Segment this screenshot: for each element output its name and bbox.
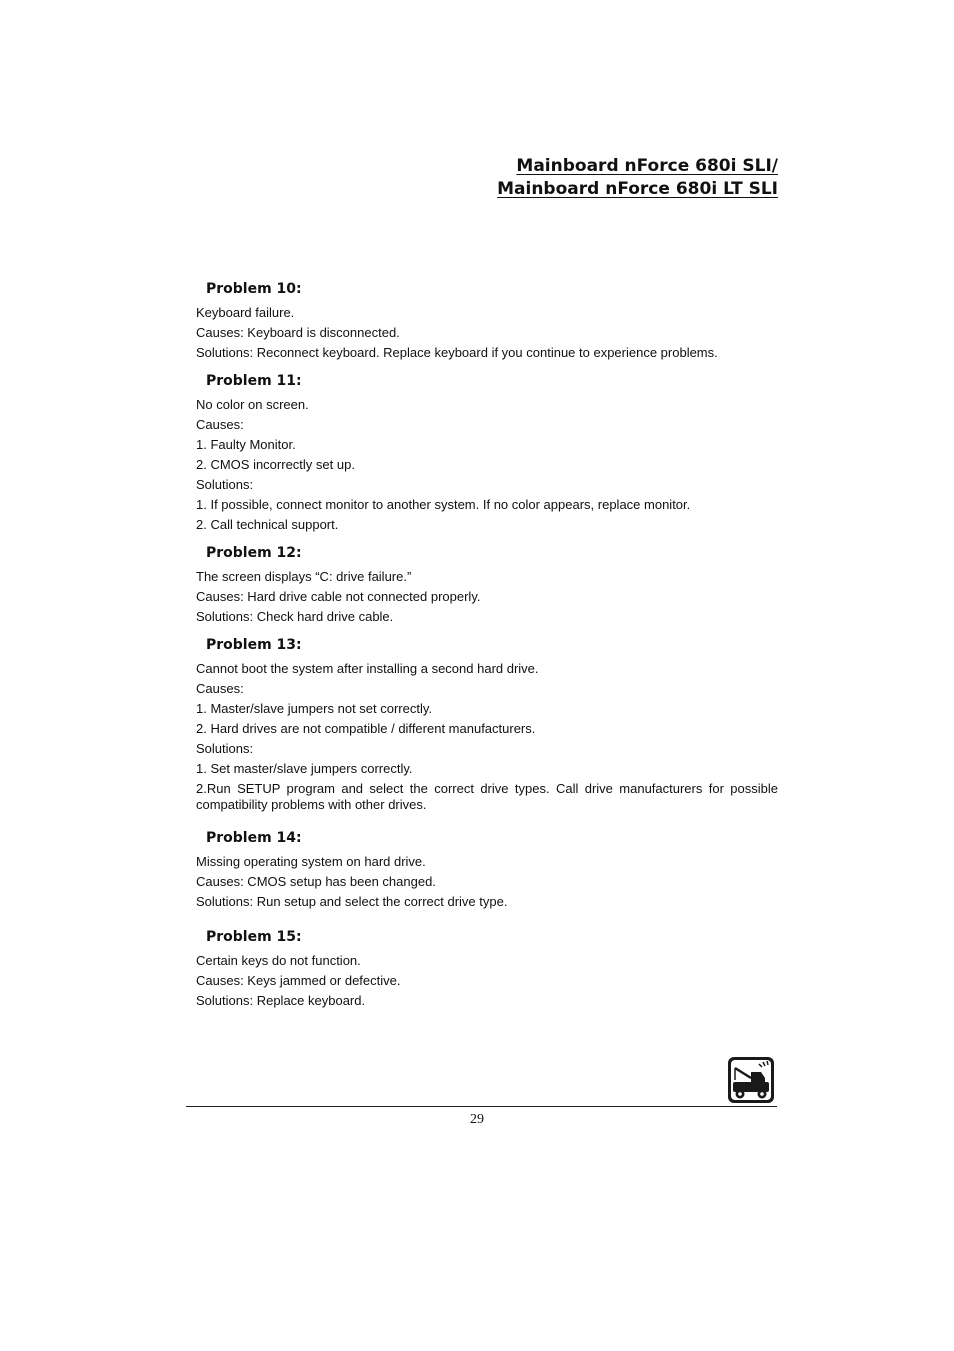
problem-15-solutions: Solutions: Replace keyboard.	[196, 993, 366, 1008]
problem-14-solutions: Solutions: Run setup and select the correct drive type.	[196, 894, 508, 909]
problem-11-cause-2: 2. CMOS incorrectly set up.	[196, 457, 355, 472]
problem-11-solution-1: 1. If possible, connect monitor to another system. If no color appears, replace monitor.	[196, 497, 691, 512]
problem-15-section	[196, 927, 778, 1011]
problem-11-section	[196, 371, 778, 535]
header-title-line-2: Mainboard nForce 680i LT SLI	[497, 179, 778, 199]
problem-13-cause-2: 2. Hard drives are not compatible / different manufacturers.	[196, 721, 536, 736]
problem-15-description: Certain keys do not function.	[196, 953, 361, 968]
problem-13-section	[196, 635, 778, 813]
problem-14-section	[196, 828, 778, 912]
problem-11-cause-1: 1. Faulty Monitor.	[196, 437, 296, 452]
header-title-line-1: Mainboard nForce 680i SLI/	[516, 156, 778, 176]
problem-11-solutions-label: Solutions:	[196, 477, 254, 492]
page-number: 29	[470, 1112, 484, 1127]
problem-11-solution-2: 2. Call technical support.	[196, 517, 339, 532]
problem-12-causes: Causes: Hard drive cable not connected properly.	[196, 589, 481, 604]
problem-13-title: Problem 13:	[206, 637, 302, 653]
problem-10-solutions: Solutions: Reconnect keyboard. Replace keyboard if you continue to experience problems.	[196, 345, 718, 360]
problem-11-description: No color on screen.	[196, 397, 309, 412]
problem-13-causes-label: Causes:	[196, 681, 244, 696]
problem-12-section	[196, 543, 778, 627]
problem-10-causes: Causes: Keyboard is disconnected.	[196, 325, 400, 340]
problem-13-cause-1: 1. Master/slave jumpers not set correctly.	[196, 701, 433, 716]
problem-13-solution-1: 1. Set master/slave jumpers correctly.	[196, 761, 413, 776]
problem-10-description: Keyboard failure.	[196, 305, 295, 320]
problem-10-section	[196, 279, 778, 363]
page-header	[497, 155, 778, 201]
problem-11-title: Problem 11:	[206, 373, 302, 389]
problem-15-title: Problem 15:	[206, 929, 302, 945]
problem-13-description: Cannot boot the system after installing a second hard drive.	[196, 661, 539, 676]
problem-13-solutions-label: Solutions:	[196, 741, 254, 756]
problem-14-description: Missing operating system on hard drive.	[196, 854, 426, 869]
problem-14-causes: Causes: CMOS setup has been changed.	[196, 874, 436, 889]
tow-truck-icon	[727, 1056, 775, 1104]
problem-12-title: Problem 12:	[206, 545, 302, 561]
tow-truck-icon-graphic	[727, 1056, 775, 1104]
footer-divider	[186, 1106, 777, 1107]
problem-12-description: The screen displays “C: drive failure.”	[196, 569, 412, 584]
troubleshooting-content	[196, 279, 778, 1019]
problem-12-solutions: Solutions: Check hard drive cable.	[196, 609, 394, 624]
problem-14-title: Problem 14:	[206, 830, 302, 846]
problem-15-causes: Causes: Keys jammed or defective.	[196, 973, 401, 988]
problem-13-solution-2: 2.Run SETUP program and select the correct drive types. Call drive manufacturers for possible compatibility problems with other drives.	[196, 781, 778, 812]
problem-10-title: Problem 10:	[206, 281, 302, 297]
problem-11-causes-label: Causes:	[196, 417, 244, 432]
